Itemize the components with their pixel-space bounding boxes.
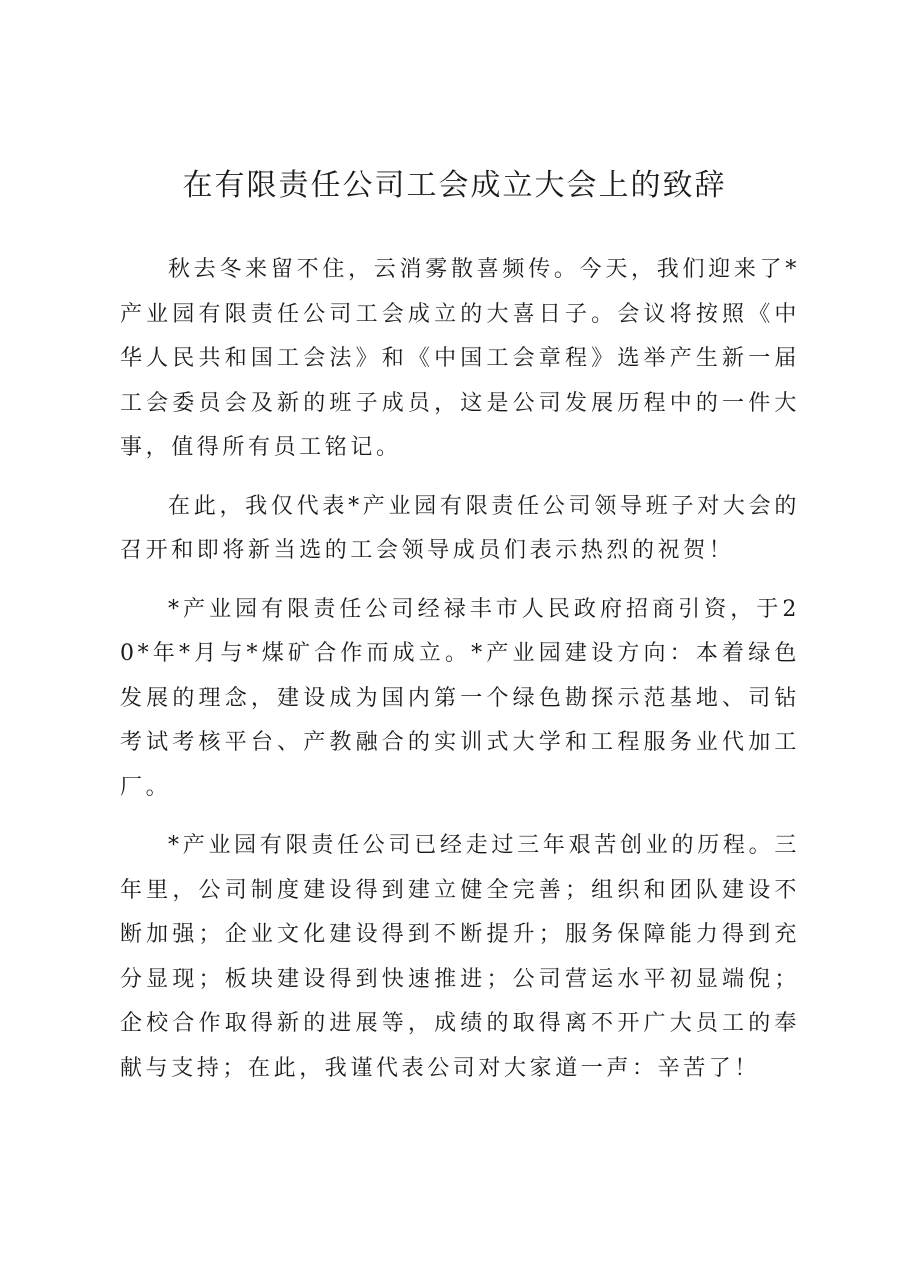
- document-title: 在有限责任公司工会成立大会上的致辞: [182, 168, 727, 203]
- document-body: [120, 248, 800, 1105]
- paragraph-3: *产业园有限责任公司经禄丰市人民政府招商引资，于20*年*月与*煤矿合作而成立。*产业园建设方向：本着绿色发展的理念，建设成为国内第一个绿色勘探示范基地、司钻考试考核平台、产教融合的实训式大学和工程服务业代加工厂。: [120, 596, 800, 800]
- paragraph-1: 秋去冬来留不住，云消雾散喜频传。今天，我们迎来了*产业园有限责任公司工会成立的大喜日子。会议将按照《中华人民共和国工会法》和《中国工会章程》选举产生新一届工会委员会及新的班子成员，这是公司发展历程中的一件大事，值得所有员工铭记。: [120, 257, 800, 460]
- paragraph-2: 在此，我仅代表*产业园有限责任公司领导班子对大会的召开和即将新当选的工会领导成员们表示热烈的祝贺！: [120, 493, 800, 563]
- paragraph-4: *产业园有限责任公司已经走过三年艰苦创业的历程。三年里，公司制度建设得到建立健全完善；组织和团队建设不断加强；企业文化建设得到不断提升；服务保障能力得到充分显现；板块建设得到快速推进；公司营运水平初显端倪；企校合作取得新的进展等，成绩的取得离不开广大员工的奉献与支持；在此，我谨代表公司对大家道一声：辛苦了！: [120, 833, 800, 1081]
